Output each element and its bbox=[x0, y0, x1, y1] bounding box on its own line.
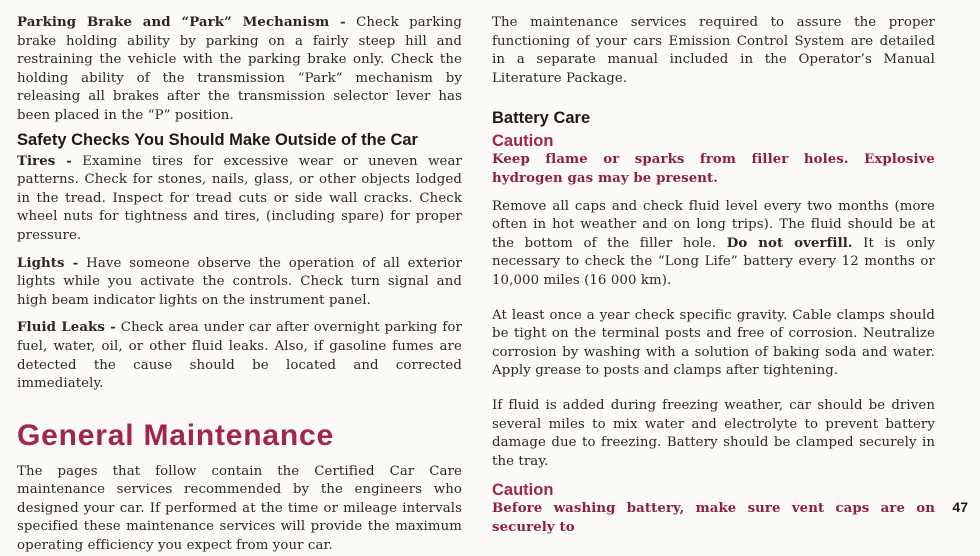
caution-text-1: Keep flame or sparks from filler holes. Explosive hydrogen gas may be present. bbox=[492, 152, 935, 186]
lights-paragraph bbox=[17, 255, 462, 311]
fluid-leaks-lead: Fluid Leaks - bbox=[17, 320, 116, 336]
general-maintenance-text: The pages that follow contain the Certified Car Care maintenance services recommended by the engineers who designed your car. If performed at the time or mileage intervals specified these maintenance services will provide the maximum operating efficiency you expect from your car. bbox=[17, 463, 462, 554]
tires-lead: Tires - bbox=[17, 153, 72, 169]
caution-heading-2: Caution bbox=[492, 481, 554, 500]
tires-paragraph bbox=[17, 153, 462, 246]
general-maintenance-heading: General Maintenance bbox=[17, 418, 334, 452]
emission-intro-paragraph: The maintenance services required to assure the proper functioning of your cars Emission Control System are detailed in a separate manual included in the Operator’s Manual Literature Package. bbox=[492, 15, 935, 86]
caution-heading-1: Caution bbox=[492, 132, 554, 151]
fluid-leaks-text: Check area under car after overnight parking for fuel, water, oil, or other fluid leaks. Also, if gasoline fumes are detected the cause should be located and corrected immediately. bbox=[17, 320, 462, 392]
parking-brake-text: Check parking brake holding ability by parking on a fairly steep hill and restraining the vehicle with the parking brake only. Check the holding ability of the transmission “Park” mechanism by releasing all brakes after the transmission selector lever has been placed in the “P” position. bbox=[17, 15, 462, 123]
fluid-level-text-b: It is only necessary to check the “Long Life” battery every 12 months or 10,000 miles (16 000 km). bbox=[492, 235, 935, 288]
parking-brake-lead: Parking Brake and “Park” Mechanism - bbox=[17, 15, 346, 30]
parking-brake-paragraph bbox=[17, 14, 462, 126]
fluid-level-text-a: Remove all caps and check fluid level every two months (more often in hot weather and on long trips). The fluid should be at the bottom of the filler hole. bbox=[492, 198, 935, 251]
freezing-weather-paragraph: If fluid is added during freezing weather, car should be driven several miles to mix water and electrolyte to prevent battery damage due to freezing. Battery should be clamped securely in the tray. bbox=[492, 397, 935, 469]
lights-lead: Lights - bbox=[17, 255, 79, 271]
tires-text: Examine tires for excessive wear or uneven wear patterns. Check for stones, nails, glass, or other objects lodged in the tread. Inspect for tread cuts or side wall cracks. Check wheel nuts for tightness and tires, (including spare) for proper pressure. bbox=[17, 153, 462, 243]
do-not-overfill: Do not overfill. bbox=[726, 235, 853, 251]
left-column bbox=[17, 14, 462, 556]
safety-checks-heading: Safety Checks You Should Make Outside of the Car bbox=[17, 130, 418, 149]
caution-text-2: Before washing battery, make sure vent caps are on securely to bbox=[492, 501, 935, 535]
fluid-leaks-paragraph bbox=[17, 319, 462, 393]
lights-text: Have someone observe the operation of all exterior lights while you activate the controls. Check turn signal and high beam indicator lights on the instrument panel. bbox=[17, 255, 462, 308]
right-column bbox=[492, 14, 935, 537]
page-number: 47 bbox=[952, 499, 968, 515]
battery-care-heading: Battery Care bbox=[492, 109, 591, 128]
fluid-level-paragraph bbox=[492, 198, 935, 291]
specific-gravity-paragraph: At least once a year check specific gravity. Cable clamps should be tight on the terminal posts and free of corrosion. Neutralize corrosion by washing with a solution of baking soda and water. Apply grease to posts and clamps after tightening. bbox=[492, 307, 935, 379]
